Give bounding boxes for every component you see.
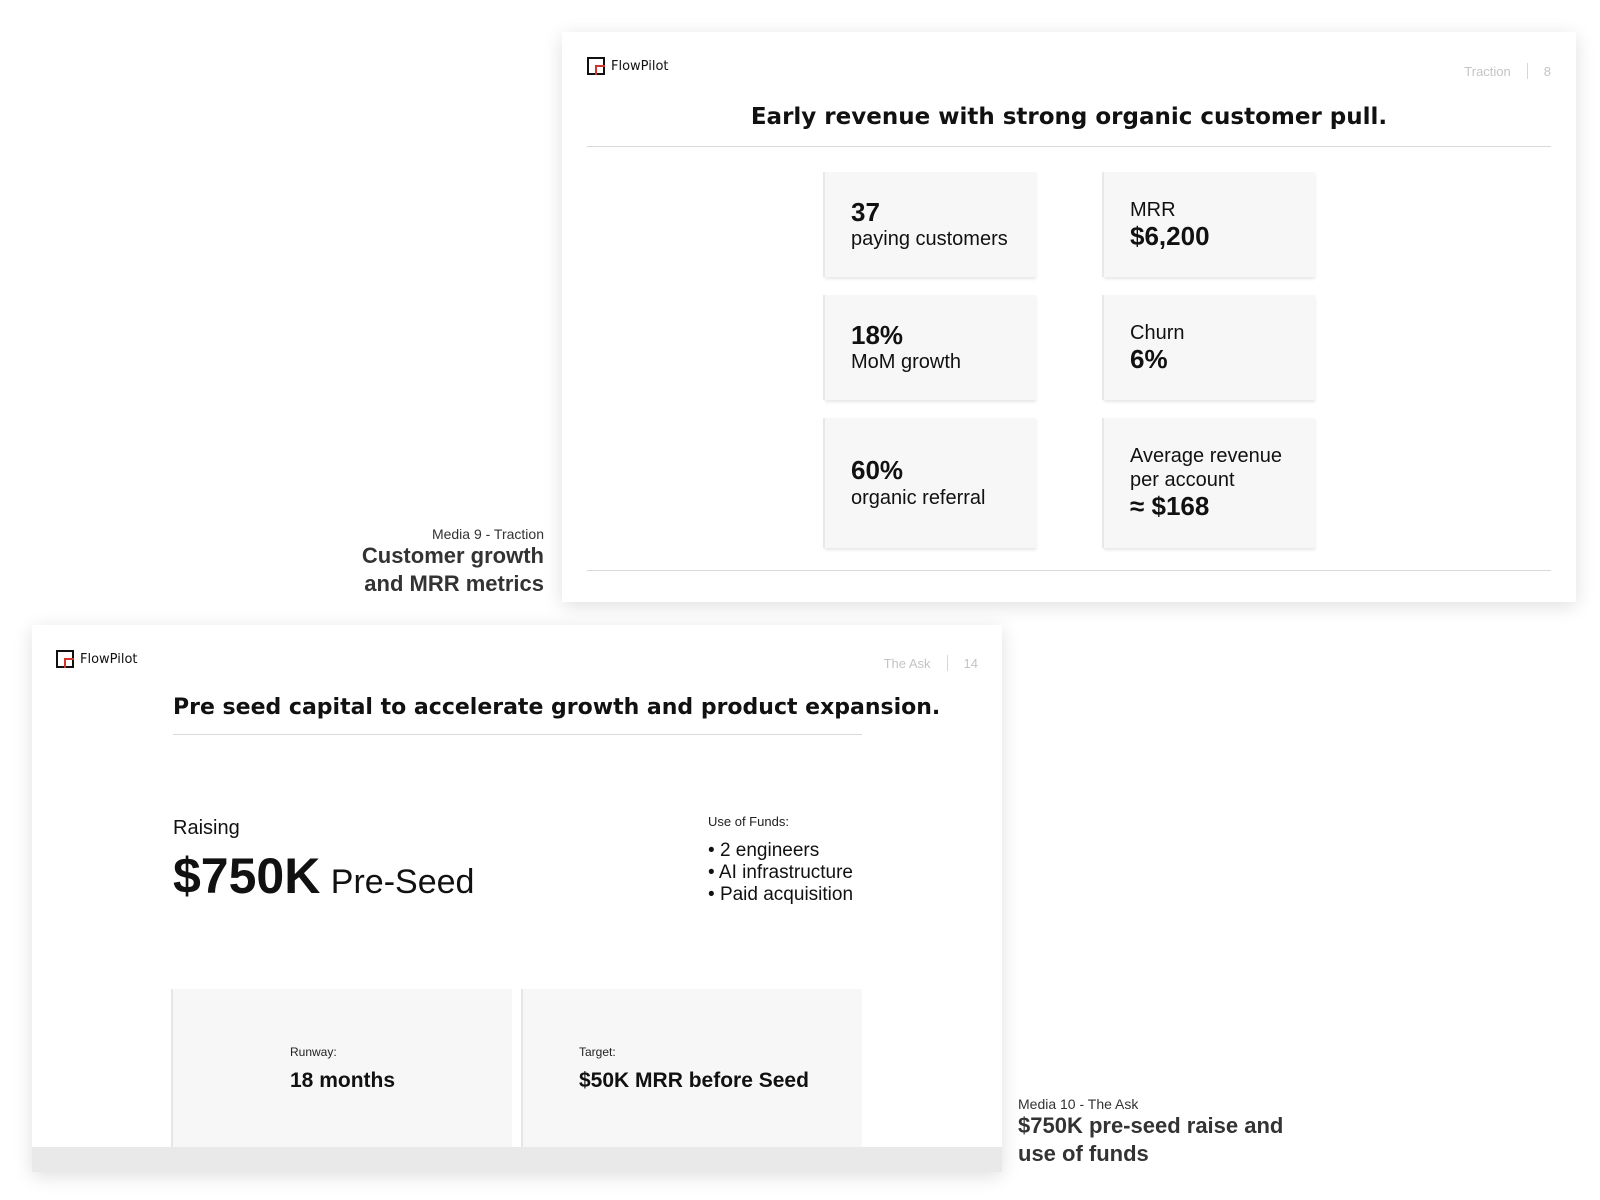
- use-of-funds-item: • Paid acquisition: [708, 884, 853, 906]
- slide8-headline: Early revenue with strong organic customer pull.: [750, 104, 1388, 130]
- metric-label: MoM growth: [851, 351, 962, 374]
- metric-value: 37: [851, 196, 880, 227]
- media10-caption-title-line2: use of funds: [1018, 1140, 1149, 1166]
- metric-card-churn: [1104, 295, 1315, 400]
- logo-text: FlowPilot: [80, 651, 138, 667]
- use-of-funds-item: • AI infrastructure: [708, 862, 853, 884]
- raise-amount: $750K: [173, 848, 321, 904]
- media10-caption: [1018, 1096, 1318, 1167]
- media9-caption-title-line1: Customer growth: [361, 543, 544, 568]
- metric-value: $6,200: [1130, 220, 1210, 251]
- target-box: [523, 989, 862, 1147]
- traction-slide: [562, 32, 1576, 602]
- raising-label: Raising: [173, 817, 240, 839]
- metric-card-arpa: [1104, 418, 1315, 548]
- metric-card-customers: [825, 172, 1036, 277]
- metric-label: Churn: [1130, 321, 1185, 344]
- section-label: The Ask: [883, 655, 931, 671]
- the-ask-slide: [32, 625, 1002, 1172]
- media9-caption-title-line2: and MRR metrics: [364, 570, 544, 596]
- target-label: Target:: [579, 1045, 616, 1059]
- headline-rule: [173, 734, 862, 735]
- metric-card-mrr: [1104, 172, 1315, 277]
- use-of-funds-list: [708, 840, 853, 906]
- slide8-logo: [587, 57, 669, 75]
- metric-label-line2: per account: [1130, 469, 1235, 492]
- runway-box: [173, 989, 512, 1147]
- slide14-logo: [56, 650, 138, 668]
- metric-label: paying customers: [851, 228, 1008, 251]
- raise-round: Pre-Seed: [330, 863, 475, 901]
- pager-divider: [947, 655, 948, 671]
- flowpilot-logo-icon: [56, 650, 74, 668]
- section-label: Traction: [1464, 63, 1511, 79]
- flowpilot-logo-icon: [587, 57, 605, 75]
- slide8-pager: [1464, 63, 1551, 79]
- media10-caption-title-line1: $750K pre-seed raise and: [1018, 1113, 1284, 1138]
- metric-value: 60%: [851, 455, 904, 486]
- slide14-footer-band: [32, 1147, 1002, 1172]
- use-of-funds-title: Use of Funds:: [708, 814, 789, 829]
- pager-divider: [1527, 63, 1528, 79]
- metric-card-growth: [825, 295, 1036, 400]
- raise-amount-block: [173, 847, 474, 905]
- footer-rule: [587, 570, 1551, 571]
- runway-value: 18 months: [290, 1069, 396, 1092]
- media10-caption-sub: Media 10 - The Ask: [1018, 1096, 1139, 1112]
- metric-label: organic referral: [851, 486, 986, 509]
- slide14-headline: Pre seed capital to accelerate growth and product expansion.: [173, 695, 941, 720]
- metric-label-line1: Average revenue: [1130, 445, 1282, 468]
- media9-caption: [330, 526, 544, 597]
- metric-value: 6%: [1130, 343, 1168, 374]
- metric-card-referral: [825, 418, 1036, 548]
- metric-value: 18%: [851, 319, 904, 350]
- page-number: 14: [963, 655, 978, 671]
- metric-label: MRR: [1130, 198, 1176, 221]
- runway-label: Runway:: [290, 1045, 337, 1059]
- headline-rule: [587, 146, 1551, 147]
- logo-text: FlowPilot: [611, 58, 669, 74]
- page-number: 8: [1543, 63, 1551, 79]
- slide14-pager: [884, 655, 978, 671]
- metric-value: ≈ $168: [1130, 491, 1210, 522]
- use-of-funds-item: • 2 engineers: [708, 840, 853, 862]
- target-value: $50K MRR before Seed: [579, 1069, 809, 1092]
- media9-caption-sub: Media 9 - Traction: [431, 526, 544, 542]
